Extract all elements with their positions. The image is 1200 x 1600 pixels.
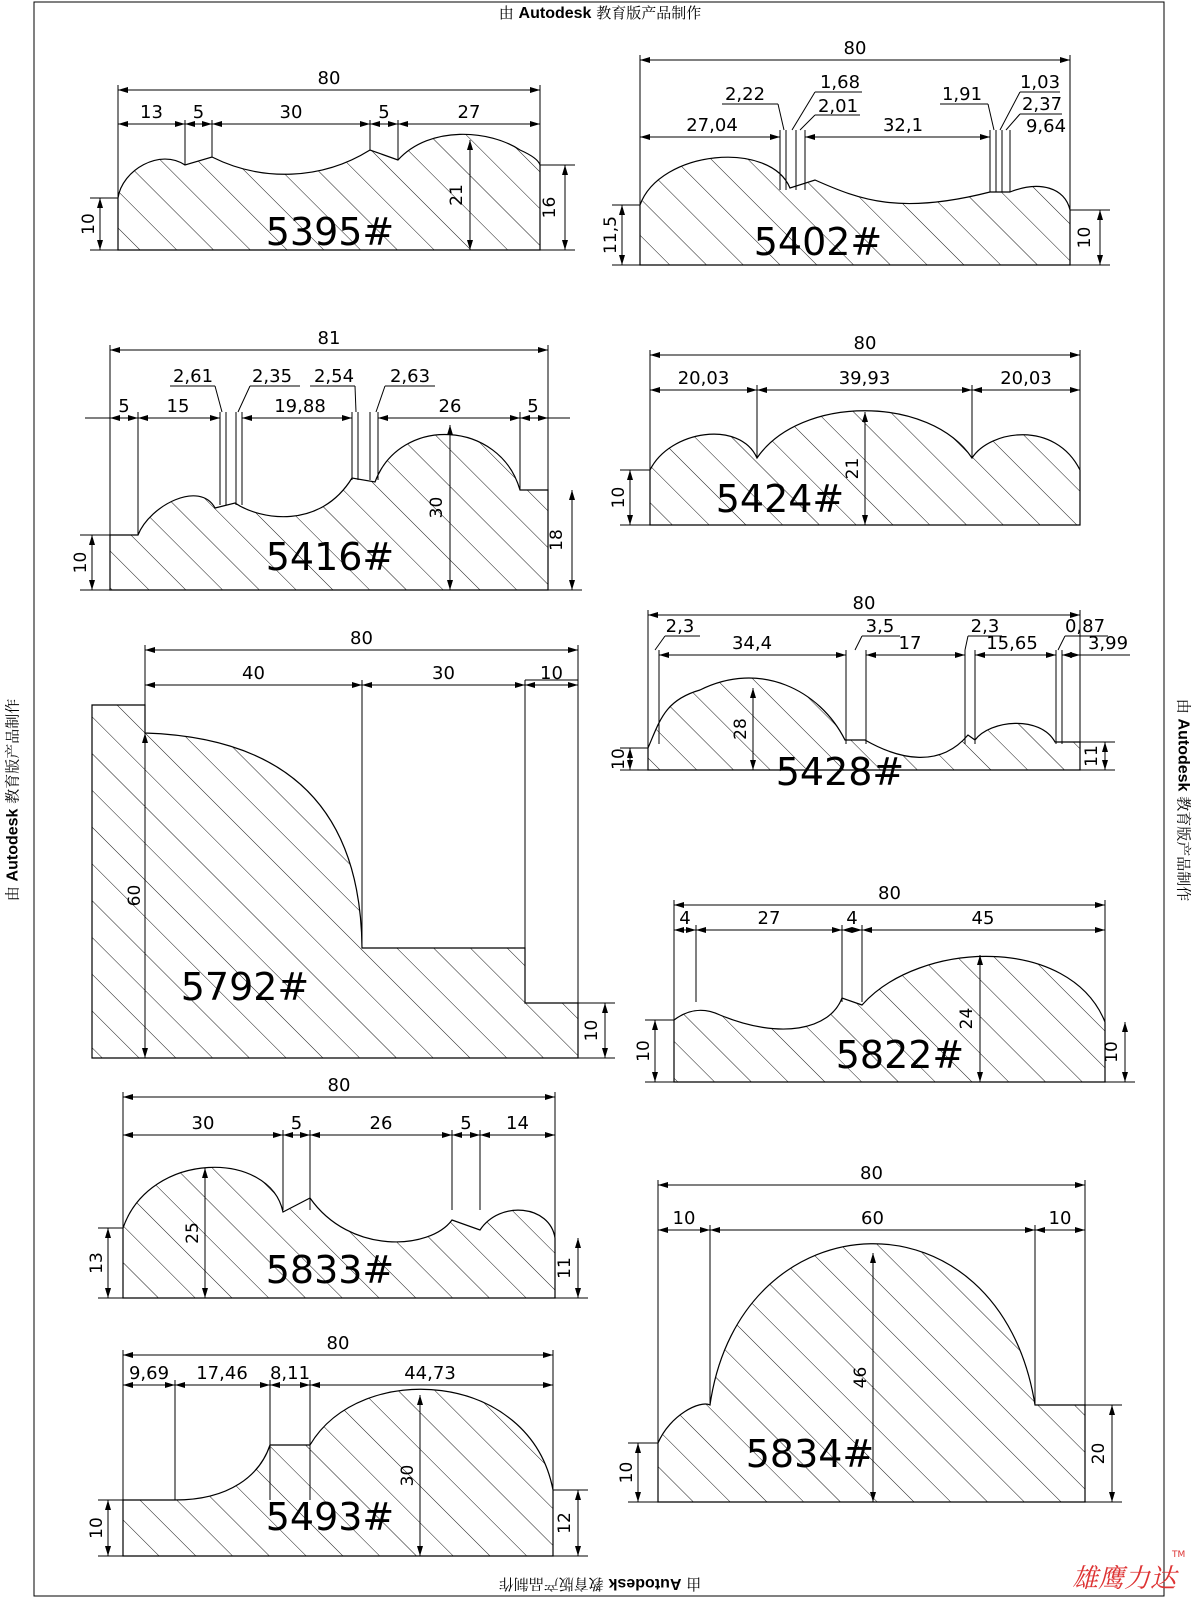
- dimension-text: 9,69: [128, 1363, 170, 1384]
- dimension-text: 80: [878, 883, 901, 904]
- profile-5493: [87, 1333, 588, 1556]
- profile-5822: [634, 883, 1135, 1082]
- extension-line: [965, 636, 968, 650]
- dimension-text: 5: [460, 1113, 472, 1134]
- dimension-text: 10: [582, 1019, 602, 1042]
- dimension-text: 10: [617, 1461, 637, 1484]
- dimension-text: 44,73: [404, 1363, 456, 1384]
- profile-label: 5424#: [715, 477, 845, 521]
- dimension-text: 1,68: [819, 72, 861, 93]
- profile-label: 5493#: [265, 1495, 395, 1539]
- dimension-text: 0,87: [1064, 616, 1106, 637]
- dimension-text: 4: [846, 908, 858, 929]
- dimension-text: 17,46: [196, 1363, 248, 1384]
- dimension-text: 13: [87, 1252, 107, 1274]
- extension-line: [778, 104, 784, 130]
- dimension-text: 2,54: [313, 366, 355, 387]
- watermark-top: 由 Autodesk 教育版产品制作: [498, 4, 702, 22]
- extension-line: [988, 104, 994, 130]
- watermark-left: 由 Autodesk 教育版产品制作: [3, 698, 22, 902]
- profile-label: 5395#: [265, 210, 395, 254]
- dimension-text: 10: [79, 213, 99, 235]
- dimension-text: 11: [555, 1257, 575, 1279]
- dimension-text: 2,37: [1021, 94, 1063, 115]
- dimension-text: 80: [852, 593, 876, 614]
- dimension-text: 32,1: [882, 115, 924, 136]
- extension-line: [1058, 636, 1065, 650]
- watermark-right: 由 Autodesk 教育版产品制作: [1174, 698, 1193, 902]
- dimension-text: 10: [540, 663, 563, 684]
- dimension-text: 80: [860, 1163, 883, 1184]
- profile-5416: [71, 328, 582, 590]
- dimension-text: 17: [898, 633, 922, 654]
- extension-line: [655, 636, 665, 650]
- watermark-bottom: 由 Autodesk 教育版产品制作: [498, 1575, 702, 1593]
- dimension-text: 24: [957, 1007, 977, 1030]
- dimension-text: 5: [378, 102, 390, 123]
- dimension-text: 11: [1082, 745, 1102, 767]
- dimension-text: 19,88: [274, 396, 326, 417]
- dimension-text: 10: [1102, 1041, 1122, 1063]
- extension-line: [792, 92, 815, 130]
- dimension-text: 2,3: [665, 616, 695, 637]
- dimension-text: 80: [853, 333, 877, 354]
- dimension-text: 2,22: [724, 84, 766, 105]
- dimension-text: 80: [327, 1075, 351, 1096]
- dimension-text: 46: [851, 1366, 871, 1389]
- dimension-text: 5: [192, 102, 205, 123]
- dimension-text: 40: [242, 663, 265, 684]
- dimension-text: 60: [125, 884, 145, 907]
- profile-label: 5402#: [753, 220, 883, 264]
- dimension-text: 25: [183, 1222, 203, 1244]
- dimension-text: 30: [432, 663, 455, 684]
- profile-5833: [87, 1075, 588, 1298]
- dimension-text: 81: [317, 328, 341, 349]
- dimension-text: 16: [540, 196, 560, 219]
- extension-line: [800, 115, 815, 130]
- dimension-text: 39,93: [838, 368, 891, 389]
- dimension-text: 80: [326, 1333, 350, 1354]
- extension-line: [355, 386, 356, 412]
- dimension-text: 20,03: [677, 368, 730, 389]
- extension-line: [1000, 92, 1020, 130]
- dimension-text: 10: [1048, 1208, 1072, 1229]
- dimension-text: 1,91: [941, 84, 983, 105]
- dimension-text: 10: [609, 486, 629, 509]
- dimension-text: 27: [457, 102, 481, 123]
- dimension-text: 10: [1075, 226, 1095, 249]
- dimension-text: 2,63: [389, 366, 431, 387]
- dimension-text: 60: [861, 1208, 884, 1229]
- dimension-text: 11,5: [601, 216, 621, 254]
- dimension-text: 15: [166, 396, 190, 417]
- dimension-text: 30: [191, 1113, 215, 1134]
- dimension-text: 1,03: [1019, 72, 1061, 93]
- dimension-text: 26: [369, 1113, 393, 1134]
- extension-line: [215, 386, 222, 412]
- profile-5834: [617, 1163, 1122, 1502]
- dimension-text: 26: [438, 396, 462, 417]
- dimension-text: 3,5: [865, 616, 895, 637]
- profile-label: 5428#: [775, 750, 905, 794]
- dimension-text: 27: [757, 908, 781, 929]
- dimension-text: 13: [140, 102, 163, 123]
- extension-line: [376, 386, 385, 412]
- dimension-text: 10: [672, 1208, 696, 1229]
- profile-shape: [92, 705, 578, 1058]
- profile-5428: [609, 593, 1130, 794]
- dimension-text: 10: [634, 1040, 654, 1062]
- dimension-text: 45: [971, 908, 995, 929]
- extension-line: [855, 636, 862, 650]
- profile-5424: [609, 333, 1080, 525]
- dimension-text: 30: [427, 496, 447, 519]
- profile-label: 5833#: [265, 1248, 395, 1292]
- profile-5792: [92, 628, 615, 1058]
- dimension-text: 30: [398, 1464, 418, 1487]
- dimension-text: 9,64: [1025, 116, 1067, 137]
- dimension-text: 14: [506, 1113, 529, 1134]
- profile-label: 5416#: [265, 535, 395, 579]
- dimension-text: 30: [279, 102, 303, 123]
- dimension-text: 28: [731, 718, 751, 740]
- dimension-text: 8,11: [269, 1363, 311, 1384]
- dimension-text: 18: [547, 529, 567, 551]
- dimension-text: 20: [1089, 1442, 1109, 1465]
- dimension-text: 2,01: [817, 96, 859, 117]
- profile-5395: [79, 68, 575, 254]
- dimension-text: 10: [87, 1517, 107, 1539]
- dimension-text: 80: [843, 38, 867, 59]
- dimension-text: 2,3: [970, 616, 1000, 637]
- trademark-mark: TM: [1172, 1550, 1186, 1560]
- dimension-text: 80: [350, 628, 373, 649]
- dimension-text: 12: [555, 1512, 575, 1534]
- profiles-layer: [71, 38, 1135, 1556]
- profile-label: 5834#: [745, 1432, 875, 1476]
- dimension-text: 80: [317, 68, 341, 89]
- profile-5402: [601, 38, 1110, 265]
- dimension-text: 15,65: [986, 633, 1038, 654]
- dimension-text: 4: [679, 908, 691, 929]
- dimension-text: 2,35: [251, 366, 293, 387]
- profile-label: 5822#: [835, 1033, 965, 1077]
- extension-line: [1006, 114, 1020, 130]
- dimension-text: 5: [290, 1113, 303, 1134]
- extension-line: [238, 386, 250, 412]
- dimension-text: 2,61: [172, 366, 214, 387]
- dimension-text: 34,4: [731, 633, 773, 654]
- dimension-text: 3,99: [1087, 633, 1129, 654]
- dimension-text: 27,04: [686, 115, 738, 136]
- dimension-text: 21: [447, 184, 467, 206]
- brand-logo: 雄鹰力达: [1072, 1564, 1177, 1594]
- dimension-text: 10: [71, 551, 91, 574]
- dimension-text: 5: [118, 396, 130, 417]
- dimension-text: 10: [609, 748, 629, 770]
- profile-label: 5792#: [180, 965, 310, 1009]
- dimension-text: 5: [527, 396, 539, 417]
- dimension-text: 21: [843, 457, 863, 480]
- dimension-text: 20,03: [1000, 368, 1052, 389]
